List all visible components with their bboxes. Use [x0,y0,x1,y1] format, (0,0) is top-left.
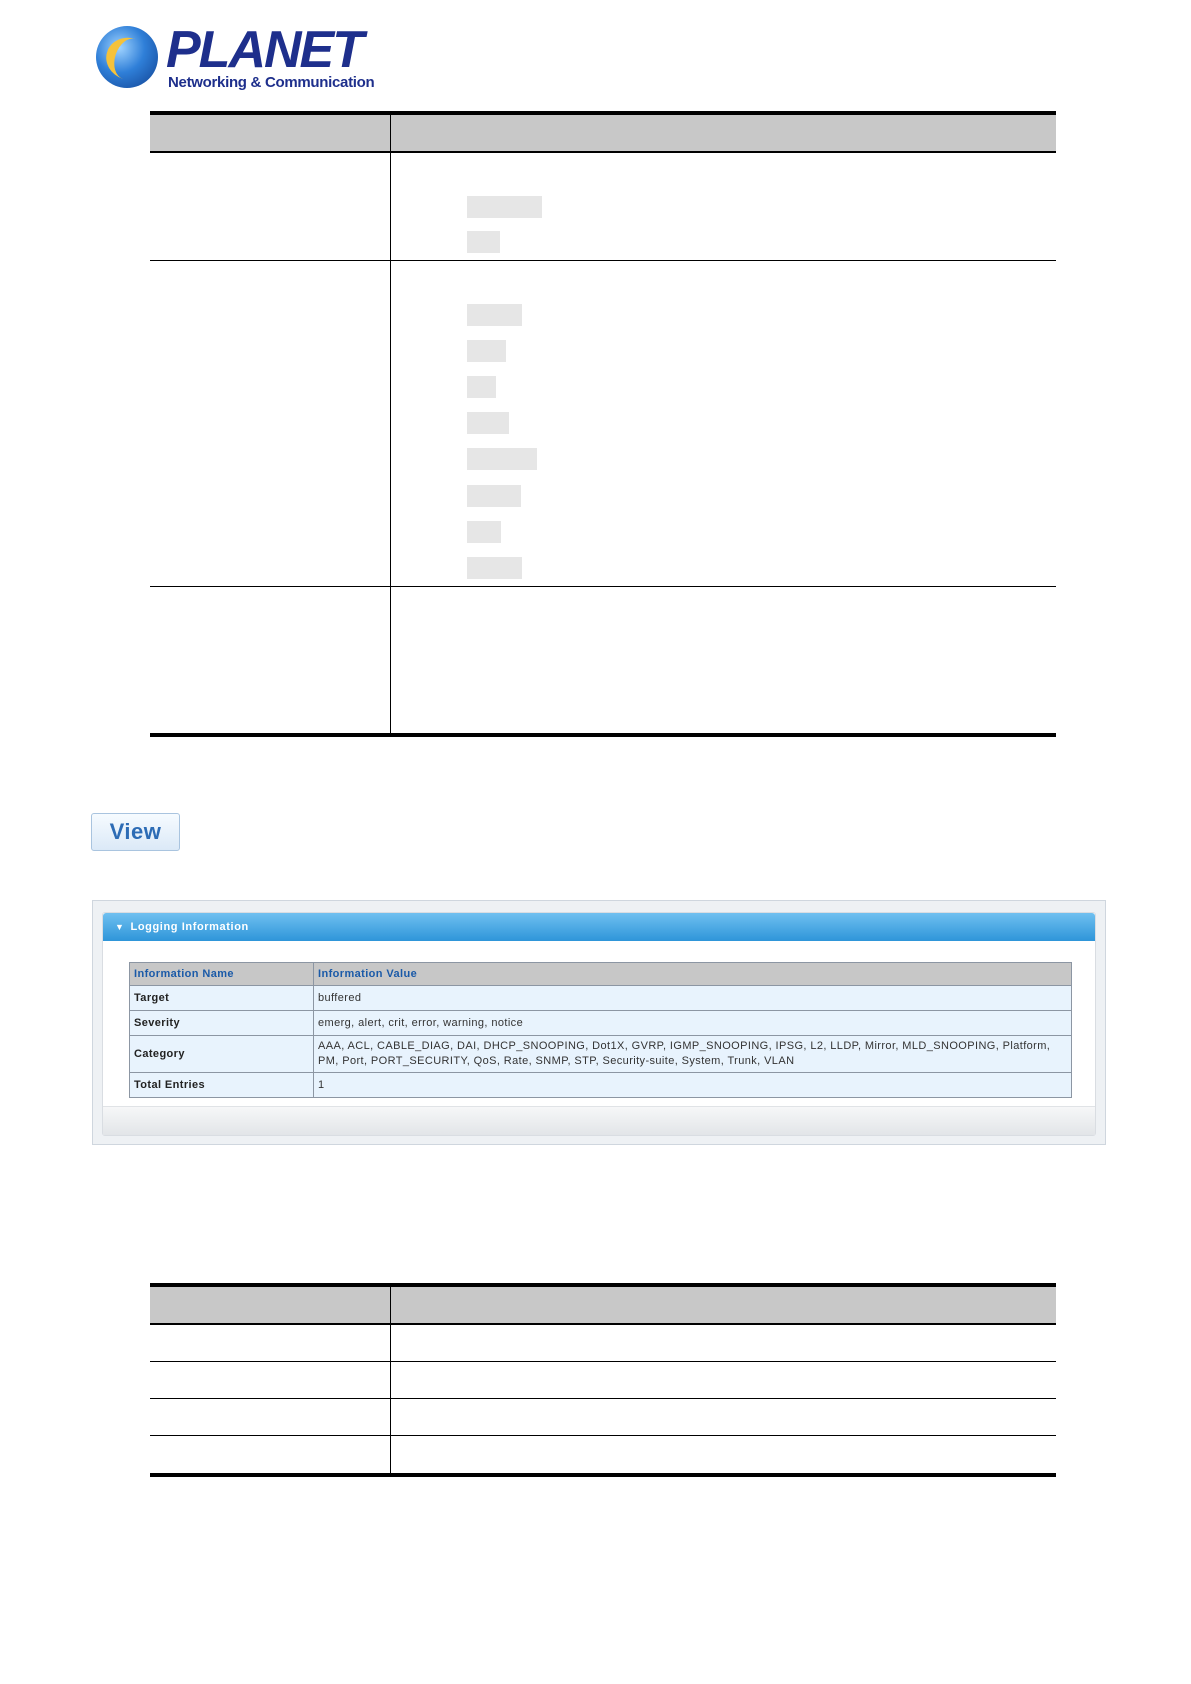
parameter-table-upper [150,111,1056,737]
table-row [130,1036,1072,1073]
row-name: Severity [130,1011,314,1036]
logging-info-table [129,962,1072,1098]
panel-header[interactable] [103,913,1095,941]
table-row [150,1436,1056,1473]
row-name: Total Entries [130,1073,314,1098]
table-row [150,261,1056,587]
table-bottom-rule [150,1473,1056,1477]
table-row [130,986,1072,1011]
option-label [467,448,537,470]
option-label [467,340,506,362]
row-value: 1 [314,1073,1072,1098]
row-name: Category [130,1036,314,1073]
column-header-name: Information Name [130,963,314,986]
table-row [130,1073,1072,1098]
panel-title: Logging Information [130,921,249,933]
option-label [467,231,500,253]
option-label [467,521,501,543]
planet-logo [96,21,375,92]
option-label [467,485,521,507]
row-name: Target [130,986,314,1011]
row-value: buffered [314,986,1072,1011]
parameter-table-lower [150,1283,1056,1477]
logo-tagline: Networking & Communication [168,74,375,91]
option-label [467,557,522,579]
table-row [150,153,1056,261]
panel-footer [103,1106,1095,1135]
table-header-row [150,1287,1056,1325]
option-label [467,196,542,218]
table-row [150,1399,1056,1436]
option-label [467,376,496,398]
row-value: AAA, ACL, CABLE_DIAG, DAI, DHCP_SNOOPING, Dot1X, GVRP, IGMP_SNOOPING, IPSG, L2, LLDP, Mirror, MLD_SNOOPING, Platform, PM, Port, PORT_SECURITY, QoS, Rate, SNMP, STP, Security-suite, System, Trunk, VLAN [314,1036,1072,1073]
row-value: emerg, alert, crit, error, warning, notice [314,1011,1072,1036]
table-bottom-rule [150,733,1056,737]
table-row [150,587,1056,733]
collapse-triangle-icon[interactable]: ▼ [115,922,125,932]
column-header-value: Information Value [314,963,1072,986]
table-row [130,1011,1072,1036]
option-label [467,304,522,326]
logging-information-panel [92,900,1106,1145]
view-button[interactable]: View [91,813,180,851]
table-header-row [150,115,1056,153]
option-label [467,412,509,434]
logo-brand: PLANET [166,21,362,79]
table-row [150,1362,1056,1399]
table-row [150,1325,1056,1362]
